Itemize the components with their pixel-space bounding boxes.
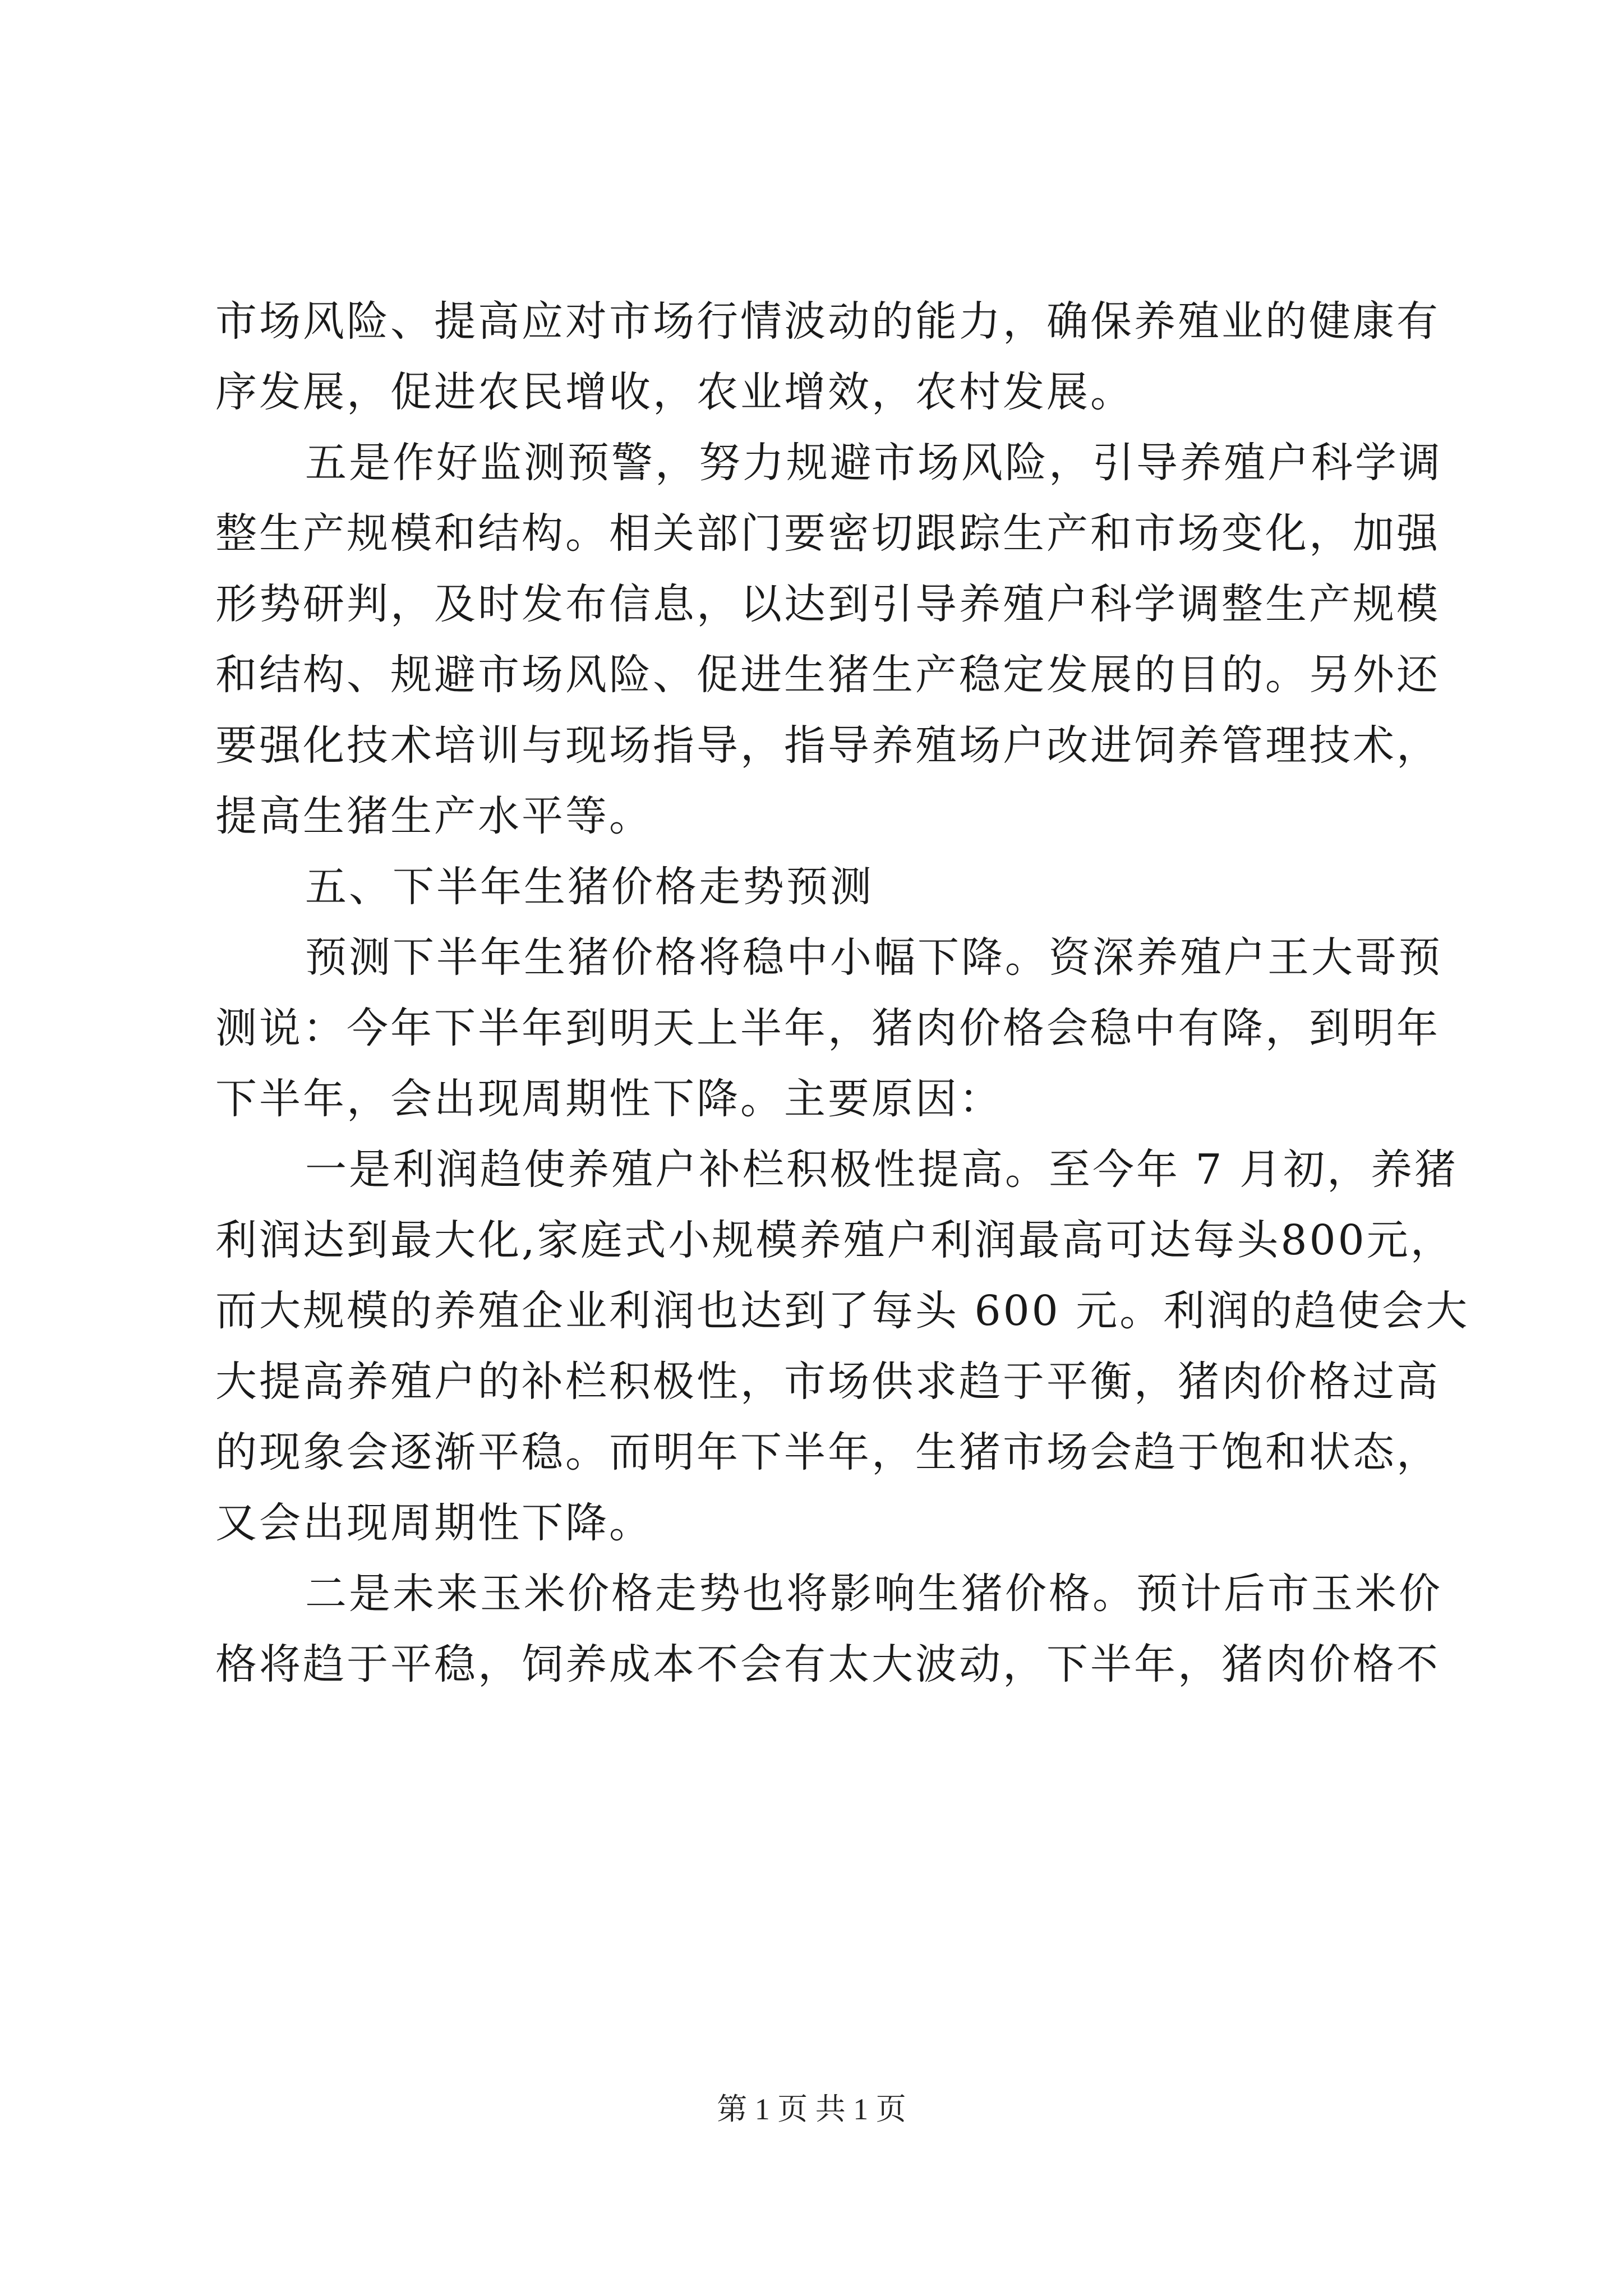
text-line: 又会出现周期性下降。 bbox=[215, 1499, 653, 1547]
page-footer: 第 1 页 共 1 页 bbox=[717, 2092, 906, 2126]
text-line: 的现象会逐渐平稳。而明年下半年，生猪市场会趋于饱和状态， bbox=[215, 1428, 1440, 1476]
text-line: 五是作好监测预警，努力规避市场风险，引导养殖户科学调 bbox=[305, 439, 1442, 487]
text-line: 下半年，会出现周期性下降。主要原因： bbox=[215, 1075, 1003, 1123]
text-line: 和结构、规避市场风险、促进生猪生产稳定发展的目的。另外还 bbox=[215, 651, 1440, 699]
text-line: 大提高养殖户的补栏积极性，市场供求趋于平衡，猪肉价格过高 bbox=[215, 1358, 1440, 1406]
text-line: 提高生猪生产水平等。 bbox=[215, 792, 653, 840]
text-line: 利润达到最大化,家庭式小规模养殖户利润最高可达每头800元， bbox=[215, 1216, 1454, 1264]
text-line: 五、下半年生猪价格走势预测 bbox=[305, 863, 874, 911]
text-line: 格将趋于平稳，饲养成本不会有太大波动，下半年，猪肉价格不 bbox=[215, 1640, 1440, 1688]
text-line: 形势研判，及时发布信息，以达到引导养殖户科学调整生产规模 bbox=[215, 580, 1440, 628]
text-line: 要强化技术培训与现场指导，指导养殖场户改进饲养管理技术， bbox=[215, 721, 1440, 770]
text-line: 序发展，促进农民增收，农业增效，农村发展。 bbox=[215, 368, 1134, 416]
text-line: 预测下半年生猪价格将稳中小幅下降。资深养殖户王大哥预 bbox=[305, 933, 1442, 982]
document-body bbox=[215, 286, 1470, 1700]
text-line: 二是未来玉米价格走势也将影响生猪价格。预计后市玉米价 bbox=[305, 1570, 1442, 1618]
text-line: 整生产规模和结构。相关部门要密切跟踪生产和市场变化，加强 bbox=[215, 509, 1440, 558]
text-line: 测说：今年下半年到明天上半年，猪肉价格会稳中有降，到明年 bbox=[215, 1004, 1440, 1052]
text-line: 市场风险、提高应对市场行情波动的能力，确保养殖业的健康有 bbox=[215, 297, 1440, 346]
text-line: 一是利润趋使养殖户补栏积极性提高。至今年 7 月初，养猪 bbox=[305, 1145, 1459, 1194]
text-line: 而大规模的养殖企业利润也达到了每头 600 元。利润的趋使会大 bbox=[215, 1287, 1470, 1335]
